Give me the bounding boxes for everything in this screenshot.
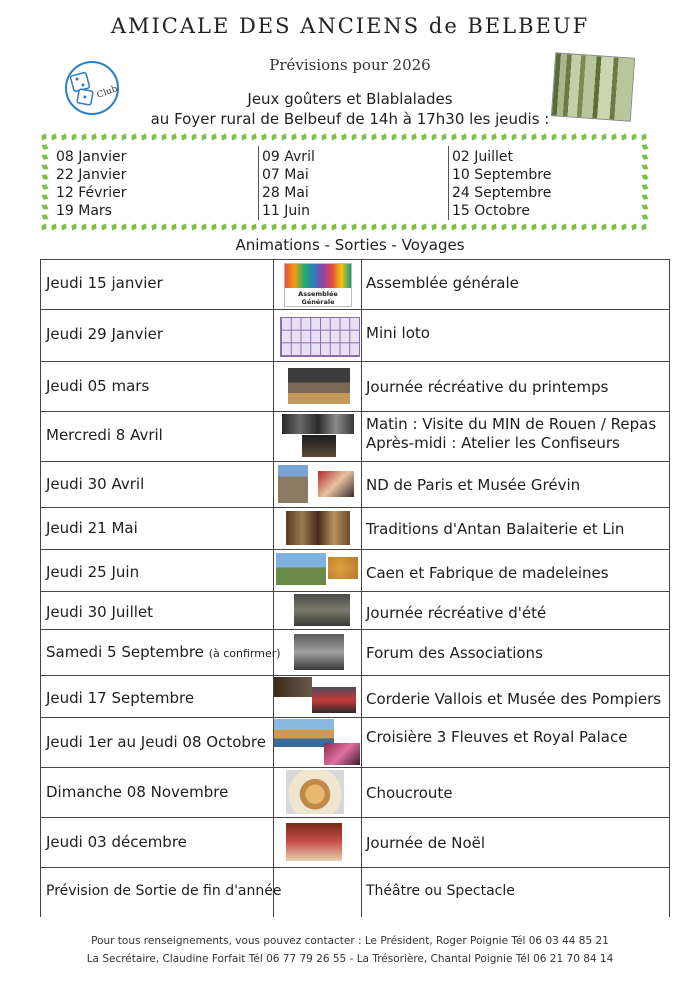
table-row [40,817,670,867]
leaf-ornament [579,132,588,142]
page-subtitle: Prévisions pour 2026 [269,56,431,74]
forum-photo [294,634,344,670]
leaf-ornament [469,132,478,142]
leaf-ornament [499,132,508,142]
leaf-ornament [129,132,138,142]
leaf-ornament [179,132,188,142]
table-row [40,629,670,675]
leaf-ornament [449,222,458,232]
leaf-ornament [640,192,650,201]
leaf-ornament [379,132,388,142]
event-date: Jeudi 15 janvier [46,274,163,292]
leaf-ornament [279,222,288,232]
table-row [40,591,670,629]
confectioner-photo [302,435,336,457]
leaf-ornament [319,132,328,142]
table-row [40,549,670,591]
fire-museum-photo [312,687,356,713]
leaf-ornament [40,132,49,142]
leaf-ornament [559,222,568,232]
leaf-ornament [159,222,168,232]
intro-line-1: Jeux goûters et Blablalades [247,90,453,108]
leaf-ornament [169,222,178,232]
leaf-ornament [439,132,448,142]
date-item: 19 Mars [56,203,112,219]
event-date: Jeudi 30 Juillet [46,603,154,621]
leaf-ornament [209,132,218,142]
event-activity: Croisière 3 Fleuves et Royal Palace [366,728,628,746]
corderie-photo [274,677,312,697]
leaf-ornament [640,202,650,211]
event-activity: Journée de Noël [366,834,486,852]
leaf-ornament [59,222,68,232]
leaf-ornament [640,152,650,161]
leaf-ornament [329,222,338,232]
leaf-ornament [309,132,318,142]
date-item: 09 Avril [262,149,315,165]
leaf-ornament [640,142,650,151]
leaf-ornament [219,132,228,142]
date-item: 12 Février [56,185,127,201]
leaf-ornament [389,132,398,142]
animations-title: Animations - Sorties - Voyages [235,236,465,254]
leaf-ornament [119,222,128,232]
event-activity: Choucroute [366,784,453,802]
event-date: Samedi 5 Septembre (à confirmer) [46,643,281,661]
leaf-ornament [109,132,118,142]
leaf-ornament [149,132,158,142]
table-row [40,411,670,461]
table-row [40,675,670,717]
leaf-ornament [49,132,58,142]
leaf-ornament [119,132,128,142]
leaf-ornament [49,222,58,232]
event-activity: Mini loto [366,324,430,342]
leaf-ornament [429,132,438,142]
leaf-ornament [539,132,548,142]
leaf-ornament [229,132,238,142]
assembly-thumbnail: Assemblée Générale [284,263,352,307]
leaf-ornament [149,222,158,232]
leaf-ornament [189,132,198,142]
summer-event-photo [294,594,350,626]
leaf-ornament [519,222,528,232]
leaf-ornament [239,222,248,232]
leaf-ornament [549,222,558,232]
christmas-photo [286,823,342,861]
event-date: Jeudi 29 Janvier [46,325,164,343]
leaf-ornament [529,132,538,142]
leaf-ornament [179,222,188,232]
leaf-ornament [40,212,50,221]
event-activity: Théâtre ou Spectacle [366,883,515,899]
leaf-ornament [489,222,498,232]
leaf-ornament [349,222,358,232]
date-item: 28 Mai [262,185,309,201]
grevin-photo [318,471,354,497]
leaf-ornament [640,212,650,221]
leaf-ornament [40,152,50,161]
leaf-ornament [40,142,50,151]
leaf-ornament [399,222,408,232]
leaf-ornament [249,222,258,232]
leaf-ornament [79,132,88,142]
leaf-ornament [449,132,458,142]
date-item: 10 Septembre [452,167,552,183]
leaf-ornament [40,192,50,201]
leaf-ornament [109,222,118,232]
event-date: Jeudi 30 Avril [46,475,145,493]
leaf-ornament [189,222,198,232]
leaf-ornament [629,222,638,232]
leaf-ornament [199,132,208,142]
event-date: Jeudi 17 Septembre [46,689,195,707]
page-title: AMICALE DES ANCIENS de BELBEUF [110,14,590,38]
leaf-ornament [289,222,298,232]
leaf-ornament [269,222,278,232]
leaf-ornament [40,202,50,211]
event-activity: Caen et Fabrique de madeleines [366,564,609,582]
leaf-ornament [509,222,518,232]
dates-column-1 [56,148,126,220]
leaf-ornament [459,132,468,142]
leaf-ornament [40,182,50,191]
market-photo [282,414,354,434]
event-date: Jeudi 05 mars [46,377,150,395]
table-row [40,461,670,507]
leaf-ornament [419,132,428,142]
leaf-ornament [279,132,288,142]
leaf-ornament [319,222,328,232]
event-date: Prévision de Sortie de fin d'année [46,883,282,899]
leaf-ornament [59,132,68,142]
event-activity: Journée récréative du printemps [366,378,609,396]
notre-dame-photo [278,465,308,503]
leaf-ornament [519,132,528,142]
spring-event-photo [288,368,350,404]
leaf-ornament [249,132,258,142]
dates-column-3 [452,148,551,220]
event-activity: Matin : Visite du MIN de Rouen / Repas [366,415,657,433]
leaf-ornament [419,222,428,232]
leaf-ornament [569,132,578,142]
leaf-ornament [429,222,438,232]
leaf-ornament [609,222,618,232]
leaf-ornament [369,222,378,232]
table-row [40,259,670,309]
leaf-ornament [639,222,648,232]
event-date: Jeudi 21 Mai [46,519,138,537]
event-activity: Corderie Vallois et Musée des Pompiers [366,690,662,708]
table-row [40,361,670,411]
leaf-ornament [359,132,368,142]
leaf-ornament [40,172,50,181]
table-row [40,717,670,767]
leaf-ornament [259,132,268,142]
leaf-ornament [399,132,408,142]
leaf-ornament [40,222,49,232]
leaf-ornament [40,162,50,171]
leaf-ornament [640,172,650,181]
event-activity: Assemblée générale [366,274,519,292]
date-item: 02 Juillet [452,149,514,165]
leaf-ornament [539,222,548,232]
leaf-ornament [89,222,98,232]
leaf-ornament [339,222,348,232]
leaf-ornament [599,132,608,142]
leaf-ornament [439,222,448,232]
leaf-ornament [529,222,538,232]
intro-line-2: au Foyer rural de Belbeuf de 14h à 17h30 les jeudis : [150,110,550,128]
leaf-ornament [99,222,108,232]
events-table [40,259,670,917]
leaf-ornament [589,132,598,142]
event-date: Mercredi 8 Avril [46,426,163,444]
leaf-ornament [409,132,418,142]
event-activity: Traditions d'Antan Balaiterie et Lin [366,520,625,538]
leaf-ornament [379,222,388,232]
leaf-ornament [640,162,650,171]
leaf-ornament [299,132,308,142]
leaf-ornament [569,222,578,232]
leaf-ornament [329,132,338,142]
leaf-ornament [369,132,378,142]
date-item: 15 Octobre [452,203,530,219]
thursday-dates-box [40,132,650,232]
date-item: 08 Janvier [56,149,127,165]
leaf-ornament [159,132,168,142]
date-item: 11 Juin [262,203,311,219]
table-row [40,767,670,817]
leaf-ornament [389,222,398,232]
leaf-ornament [99,132,108,142]
event-activity: Forum des Associations [366,644,543,662]
leaf-ornament [509,132,518,142]
leaf-ornament [479,132,488,142]
leaf-ornament [209,222,218,232]
leaf-ornament [589,222,598,232]
leaf-ornament [289,132,298,142]
leaf-ornament [349,132,358,142]
leaf-ornament [499,222,508,232]
event-date: Jeudi 1er au Jeudi 08 Octobre [46,733,266,751]
leaf-ornament [479,222,488,232]
leaf-ornament [339,132,348,142]
leaf-ornament [259,222,268,232]
leaf-ornament [409,222,418,232]
event-date: Jeudi 03 décembre [46,833,187,851]
leaf-ornament [129,222,138,232]
event-date: Dimanche 08 Novembre [46,783,229,801]
table-row [40,507,670,549]
table-row [40,867,670,917]
leaf-ornament [640,182,650,191]
leaf-ornament [559,132,568,142]
svg-text:Club: Club [95,84,120,101]
leaf-ornament [69,222,78,232]
date-item: 22 Janvier [56,167,127,183]
event-activity-afternoon: Après-midi : Atelier les Confiseurs [366,434,620,452]
leaf-ornament [599,222,608,232]
leaf-ornament [579,222,588,232]
footer-contact-line-2: La Secrétaire, Claudine Forfait Tél 06 77 79 26 55 - La Trésorière, Chantal Poignie Tél 06 21 70 84 14 [86,953,614,965]
column-divider [258,146,259,220]
leaf-border [40,132,650,232]
leaf-ornament [69,132,78,142]
choucroute-photo [286,770,344,814]
royal-palace-photo [324,743,360,765]
column-divider [448,146,449,220]
leaf-ornament [199,222,208,232]
leaf-ornament [309,222,318,232]
leaf-ornament [299,222,308,232]
leaf-ornament [269,132,278,142]
leaf-ornament [139,132,148,142]
leaf-ornament [219,222,228,232]
footer-contact-line-1: Pour tous renseignements, vous pouvez contacter : Le Président, Roger Poignie Tél 06 03 44 85 21 [91,935,609,947]
leaf-ornament [489,132,498,142]
leaf-ornament [619,132,628,142]
leaf-ornament [609,132,618,142]
leaf-ornament [79,222,88,232]
date-item: 07 Mai [262,167,309,183]
leaf-ornament [459,222,468,232]
event-activity: Journée récréative d'été [366,604,547,622]
leaf-ornament [639,132,648,142]
leaf-ornament [619,222,628,232]
leaf-ornament [169,132,178,142]
caen-photo [276,553,326,585]
leaf-ornament [469,222,478,232]
tradition-photo [286,511,350,545]
loto-card-thumbnail [280,317,360,357]
leaf-ornament [629,132,638,142]
leaf-ornament [239,132,248,142]
leaf-ornament [139,222,148,232]
leaf-ornament [549,132,558,142]
dates-column-2 [262,148,315,220]
leaf-ornament [359,222,368,232]
madeleines-photo [328,557,358,579]
leaf-ornament [229,222,238,232]
date-note: (à confirmer) [208,647,281,660]
event-activity: ND de Paris et Musée Grévin [366,476,581,494]
leaf-ornament [89,132,98,142]
event-date: Jeudi 25 Juin [46,563,140,581]
date-item: 24 Septembre [452,185,552,201]
table-row [40,309,670,361]
